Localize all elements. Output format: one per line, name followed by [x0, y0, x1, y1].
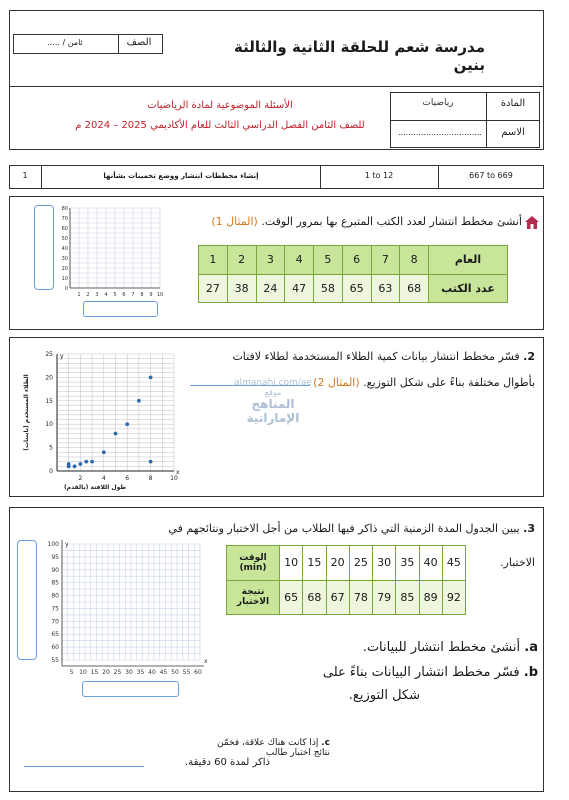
- name-field[interactable]: .................................: [398, 128, 482, 137]
- q3-c-text: إذا كانت هناك علاقة، فخمّن نتائج اختبار طالب: [216, 738, 330, 758]
- x-tick-label: 8: [148, 475, 153, 482]
- info-page: 1: [22, 171, 28, 180]
- q3-b-text2: شكل التوزيع.: [348, 688, 420, 703]
- data-point: [125, 422, 129, 426]
- q1-grid[interactable]: [56, 200, 166, 300]
- y-tick-label: 70: [61, 216, 68, 222]
- q2-question-line1: [190, 350, 535, 363]
- y-tick-label: 5: [49, 444, 53, 452]
- x-tick-label: 10: [156, 292, 164, 298]
- x-tick-label: 20: [102, 669, 110, 676]
- q3-answer-box-bottom[interactable]: [82, 681, 179, 697]
- y-tick-label: 20: [61, 266, 68, 272]
- q3-score-cell: 68: [303, 580, 326, 615]
- q1-row-year: [199, 246, 508, 275]
- data-point: [102, 450, 106, 454]
- y-tick-label: 60: [51, 644, 59, 652]
- y-tick-label: 100: [47, 541, 59, 548]
- q3-c-text2: ذاكر لمدة 60 دقيقة.: [185, 757, 270, 768]
- q1-question: [200, 215, 522, 228]
- x-tick-label: 8: [140, 292, 144, 298]
- x-tick-label: 10: [79, 669, 87, 676]
- q1-example: (المثال 1): [211, 215, 258, 228]
- y-tick-label: 0: [49, 468, 53, 475]
- info-sep-2: [320, 165, 321, 189]
- q3-score-header: نتيجة الاختبار: [227, 580, 280, 615]
- q3-a-label: a.: [524, 640, 538, 655]
- x-tick-label: 10: [170, 475, 178, 482]
- q1-books-cell: 65: [342, 274, 371, 303]
- grade-divider: [118, 34, 119, 54]
- y-tick-label: 75: [51, 605, 59, 613]
- y-tick-label: 0: [64, 286, 68, 292]
- x-tick-label: 4: [101, 475, 106, 482]
- q3-time-cell: 30: [373, 546, 396, 581]
- q3-row-score: [227, 580, 466, 615]
- q3-time-cell: 20: [326, 546, 349, 581]
- data-point: [149, 460, 153, 464]
- q1-books-cell: 47: [285, 274, 314, 303]
- data-point: [79, 462, 83, 466]
- q3-b-text: فسّر مخطط انتشار البيانات بناءً على: [322, 665, 520, 680]
- q1-row-books: [199, 274, 508, 303]
- exam-title-line1: الأسئلة الموضوعية لمادة الرياضيات: [147, 100, 293, 111]
- q2-chart: [14, 345, 184, 495]
- q2-text: فسّر مخطط انتشار بيانات كمية الطلاء المستخدمة لطلاء لافتات: [232, 350, 520, 363]
- y-tick-label: 90: [51, 566, 59, 574]
- data-point: [137, 399, 141, 403]
- q1-books-cell: 27: [199, 274, 228, 303]
- data-point: [73, 464, 77, 468]
- q3-question-line1: [150, 522, 535, 535]
- y-tick-label: 80: [61, 206, 68, 212]
- x-tick-label: 2: [86, 292, 90, 298]
- q1-books-cell: 58: [314, 274, 343, 303]
- school-name: مدرسة شعم للحلقة الثانية والثالثة بنين: [234, 38, 485, 74]
- data-point: [149, 376, 153, 380]
- q1-books-header: عدد الكتب: [429, 274, 508, 303]
- q3-part-b: [250, 665, 538, 680]
- data-point: [67, 462, 71, 466]
- x-tick-label: 6: [125, 475, 130, 482]
- q3-table: [226, 545, 466, 615]
- q1-books-cell: 63: [371, 274, 400, 303]
- q1-year-cell: 8: [400, 246, 429, 275]
- x-tick-label: 2: [78, 475, 83, 482]
- q3-score-cell: 85: [396, 580, 419, 615]
- y-tick-label: 80: [51, 592, 59, 600]
- x-axis-name: x: [204, 658, 208, 665]
- x-tick-label: 7: [131, 292, 135, 298]
- q3-part-a: [250, 640, 538, 655]
- y-tick-label: 10: [61, 276, 68, 282]
- watermark-url: almanahj.com/ae: [234, 378, 312, 388]
- exam-title-line2: للصف الثامن الفصل الدراسي الثالث للعام الأكاديمي 2025 – 2024 م: [75, 120, 365, 131]
- q1-year-cell: 1: [199, 246, 228, 275]
- q3-grid[interactable]: [40, 540, 210, 680]
- y-tick-label: 60: [61, 226, 68, 232]
- y-tick-label: 95: [51, 553, 59, 561]
- y-tick-label: 30: [61, 256, 68, 262]
- q1-text: أنشئ مخطط انتشار لعدد الكتب المتبرع بها بمرور الوقت.: [261, 215, 522, 228]
- header-divider: [9, 86, 544, 87]
- y-axis-name: y: [60, 353, 64, 360]
- q1-books-cell: 24: [256, 274, 285, 303]
- info-sep-3: [438, 165, 439, 189]
- y-tick-label: 50: [61, 236, 68, 242]
- x-tick-label: 5: [69, 669, 74, 676]
- q3-score-cell: 78: [349, 580, 372, 615]
- y-tick-label: 55: [51, 657, 59, 664]
- q3-number: 3.: [523, 522, 535, 535]
- x-tick-label: 35: [136, 669, 145, 676]
- y-tick-label: 15: [45, 397, 53, 405]
- q1-year-cell: 3: [256, 246, 285, 275]
- x-tick-label: 60: [194, 669, 202, 676]
- q1-books-cell: 38: [227, 274, 256, 303]
- q3-a-text: أنشئ مخطط انتشار للبيانات.: [362, 640, 521, 655]
- y-tick-label: 85: [51, 579, 59, 587]
- x-tick-label: 25: [113, 669, 122, 676]
- q2-example: (المثال 2): [313, 376, 360, 389]
- q1-year-cell: 5: [314, 246, 343, 275]
- q3-time-cell: 45: [442, 546, 465, 581]
- q1-year-cell: 4: [285, 246, 314, 275]
- info-questions: 1 to 12: [364, 171, 394, 180]
- q2-text2: بأطوال مختلفة بناءً على شكل التوزيع.: [363, 376, 535, 389]
- y-axis-label: الطلاء المستخدم (باينتات): [23, 374, 30, 451]
- q3-score-cell: 65: [280, 580, 303, 615]
- q1-answer-box-left[interactable]: [34, 205, 54, 290]
- info-lesson: إنشاء مخططات انتشار ووضع تخمينات بشأنها: [103, 172, 259, 180]
- q1-year-cell: 6: [342, 246, 371, 275]
- q3-c-label: c.: [321, 738, 330, 748]
- grade-value[interactable]: ثامن / .....: [47, 38, 83, 47]
- q1-books-cell: 68: [400, 274, 429, 303]
- x-tick-label: 30: [125, 669, 133, 676]
- q1-year-header: العام: [429, 246, 508, 275]
- q3-time-cell: 10: [280, 546, 303, 581]
- q3-score-cell: 67: [326, 580, 349, 615]
- q3-time-cell: 35: [396, 546, 419, 581]
- q3-time-header: الوقت (min): [227, 546, 280, 581]
- home-icon: [525, 214, 539, 227]
- x-tick-label: 40: [148, 669, 156, 676]
- subject-value: رياضيات: [422, 98, 454, 108]
- y-tick-label: 20: [45, 374, 53, 382]
- watermark-site: موقع: [264, 388, 282, 397]
- q3-time-cell: 40: [419, 546, 442, 581]
- x-tick-label: 55: [182, 669, 191, 676]
- subject-divider-v: [486, 92, 487, 148]
- subject-divider-h: [390, 120, 540, 121]
- q3-c-answer-line[interactable]: [24, 766, 144, 767]
- x-axis-name: x: [176, 469, 180, 476]
- x-axis-label: طول اللافتة (بالقدم): [63, 484, 127, 491]
- y-axis-name: y: [65, 541, 69, 548]
- q1-table: [198, 245, 508, 303]
- x-tick-label: 45: [159, 669, 168, 676]
- data-point: [114, 432, 118, 436]
- x-tick-label: 4: [104, 292, 108, 298]
- q1-answer-box-bottom[interactable]: [83, 301, 158, 317]
- info-pages: 667 to 669: [469, 171, 513, 180]
- q2-number: 2.: [523, 350, 535, 363]
- y-tick-label: 10: [45, 421, 53, 429]
- x-tick-label: 50: [171, 669, 179, 676]
- x-tick-label: 15: [90, 669, 99, 676]
- q3-time-cell: 15: [303, 546, 326, 581]
- info-sep-1: [41, 165, 42, 189]
- y-tick-label: 25: [45, 351, 53, 358]
- q3-answer-box-left[interactable]: [17, 540, 37, 660]
- q3-score-cell: 79: [373, 580, 396, 615]
- x-tick-label: 1: [77, 292, 81, 298]
- q3-text: يبين الجدول المدة الزمنية التي ذاكر فيها الطلاب من أجل الاختبار ونتائجهم في: [168, 522, 520, 535]
- x-tick-label: 9: [149, 292, 153, 298]
- watermark-name: المناهج الإماراتية: [246, 397, 300, 425]
- q1-year-cell: 2: [227, 246, 256, 275]
- x-tick-label: 5: [113, 292, 117, 298]
- q3-text-cont: الاختبار.: [500, 556, 535, 569]
- q3-row-time: [227, 546, 466, 581]
- q3-score-cell: 92: [442, 580, 465, 615]
- q3-part-c: [200, 738, 330, 758]
- data-point: [84, 460, 88, 464]
- x-tick-label: 3: [95, 292, 99, 298]
- data-point: [90, 460, 94, 464]
- subject-label: المادة: [500, 98, 526, 109]
- q1-year-cell: 7: [371, 246, 400, 275]
- q3-time-cell: 25: [349, 546, 372, 581]
- y-tick-label: 40: [61, 246, 68, 252]
- grade-label: الصف: [126, 37, 152, 48]
- y-tick-label: 70: [51, 618, 59, 626]
- y-tick-label: 65: [51, 631, 59, 639]
- watermark: [228, 378, 318, 425]
- q3-b-label: b.: [523, 665, 538, 680]
- name-label: الاسم: [501, 127, 525, 138]
- q3-score-cell: 89: [419, 580, 442, 615]
- x-tick-label: 6: [122, 292, 126, 298]
